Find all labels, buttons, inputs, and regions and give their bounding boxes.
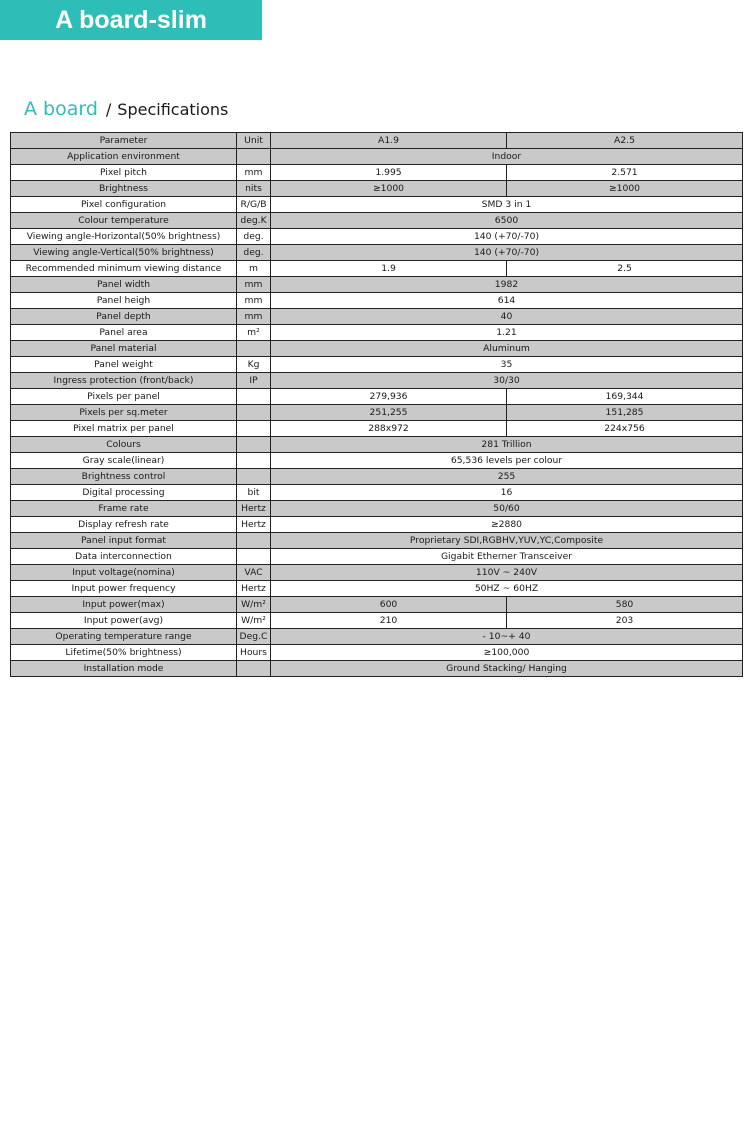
row-parameter: Brightness control xyxy=(11,469,237,485)
row-unit xyxy=(237,405,271,421)
row-value: 35 xyxy=(271,357,743,373)
table-row xyxy=(11,181,743,197)
row-parameter: Data interconnection xyxy=(11,549,237,565)
header-model-a1-9: A1.9 xyxy=(271,133,507,149)
row-value: Proprietary SDI,RGBHV,YUV,YC,Composite xyxy=(271,533,743,549)
row-value: Ground Stacking/ Hanging xyxy=(271,661,743,677)
row-parameter: Panel material xyxy=(11,341,237,357)
row-parameter: Frame rate xyxy=(11,501,237,517)
table-row xyxy=(11,421,743,437)
table-row xyxy=(11,373,743,389)
row-value: 110V ~ 240V xyxy=(271,565,743,581)
table-row xyxy=(11,517,743,533)
row-value: 50/60 xyxy=(271,501,743,517)
table-row xyxy=(11,325,743,341)
table-row xyxy=(11,581,743,597)
table-row xyxy=(11,197,743,213)
table-row xyxy=(11,565,743,581)
row-unit xyxy=(237,661,271,677)
row-unit: deg. xyxy=(237,229,271,245)
row-parameter: Pixel pitch xyxy=(11,165,237,181)
row-unit: IP xyxy=(237,373,271,389)
row-parameter: Pixels per panel xyxy=(11,389,237,405)
row-unit xyxy=(237,437,271,453)
table-row xyxy=(11,229,743,245)
table-row xyxy=(11,597,743,613)
row-parameter: Digital processing xyxy=(11,485,237,501)
row-value-a2-5: ≥1000 xyxy=(507,181,743,197)
row-unit: deg. xyxy=(237,245,271,261)
table-row xyxy=(11,661,743,677)
row-value: 65,536 levels per colour xyxy=(271,453,743,469)
row-value: Aluminum xyxy=(271,341,743,357)
table-row xyxy=(11,309,743,325)
row-value: 16 xyxy=(271,485,743,501)
table-row xyxy=(11,357,743,373)
row-value: 30/30 xyxy=(271,373,743,389)
row-value: - 10~+ 40 xyxy=(271,629,743,645)
row-value-a1-9: ≥1000 xyxy=(271,181,507,197)
table-row xyxy=(11,213,743,229)
row-parameter: Gray scale(linear) xyxy=(11,453,237,469)
row-unit xyxy=(237,149,271,165)
row-parameter: Ingress protection (front/back) xyxy=(11,373,237,389)
banner-title: A board-slim xyxy=(0,0,262,40)
row-unit: Kg xyxy=(237,357,271,373)
row-value-a2-5: 2.5 xyxy=(507,261,743,277)
row-unit: mm xyxy=(237,293,271,309)
table-row xyxy=(11,645,743,661)
row-value: 1.21 xyxy=(271,325,743,341)
row-parameter: Pixels per sq.meter xyxy=(11,405,237,421)
row-value: ≥2880 xyxy=(271,517,743,533)
row-parameter: Input power(max) xyxy=(11,597,237,613)
row-unit xyxy=(237,389,271,405)
row-value: 6500 xyxy=(271,213,743,229)
row-unit: W/m² xyxy=(237,613,271,629)
row-unit: m² xyxy=(237,325,271,341)
row-parameter: Pixel matrix per panel xyxy=(11,421,237,437)
row-parameter: Display refresh rate xyxy=(11,517,237,533)
row-parameter: Panel width xyxy=(11,277,237,293)
table-row xyxy=(11,453,743,469)
row-value-a2-5: 203 xyxy=(507,613,743,629)
row-unit: deg.K xyxy=(237,213,271,229)
table-row xyxy=(11,245,743,261)
row-value: 140 (+70/-70) xyxy=(271,245,743,261)
row-parameter: Application environment xyxy=(11,149,237,165)
row-parameter: Lifetime(50% brightness) xyxy=(11,645,237,661)
heading-separator: / xyxy=(105,100,112,119)
row-value: SMD 3 in 1 xyxy=(271,197,743,213)
row-value-a1-9: 1.9 xyxy=(271,261,507,277)
row-value-a1-9: 210 xyxy=(271,613,507,629)
row-unit: Hertz xyxy=(237,517,271,533)
row-value-a1-9: 251,255 xyxy=(271,405,507,421)
table-row xyxy=(11,549,743,565)
row-unit: Hertz xyxy=(237,501,271,517)
row-value: 50HZ ~ 60HZ xyxy=(271,581,743,597)
row-value-a2-5: 169,344 xyxy=(507,389,743,405)
row-value-a2-5: 580 xyxy=(507,597,743,613)
row-unit xyxy=(237,421,271,437)
row-unit: mm xyxy=(237,277,271,293)
row-value: 140 (+70/-70) xyxy=(271,229,743,245)
row-unit xyxy=(237,533,271,549)
row-parameter: Panel heigh xyxy=(11,293,237,309)
table-row xyxy=(11,533,743,549)
row-parameter: Panel input format xyxy=(11,533,237,549)
heading-accent: A board xyxy=(24,98,98,120)
row-unit: mm xyxy=(237,165,271,181)
table-row xyxy=(11,501,743,517)
row-value: Gigabit Etherner Transceiver xyxy=(271,549,743,565)
row-unit: nits xyxy=(237,181,271,197)
row-unit: mm xyxy=(237,309,271,325)
table-row xyxy=(11,261,743,277)
row-parameter: Input voltage(nomina) xyxy=(11,565,237,581)
row-parameter: Panel weight xyxy=(11,357,237,373)
row-value-a2-5: 2.571 xyxy=(507,165,743,181)
row-unit xyxy=(237,549,271,565)
table-row xyxy=(11,277,743,293)
row-value: 40 xyxy=(271,309,743,325)
row-value-a2-5: 224x756 xyxy=(507,421,743,437)
table-row xyxy=(11,629,743,645)
section-heading xyxy=(24,98,228,124)
table-row xyxy=(11,405,743,421)
row-value-a1-9: 600 xyxy=(271,597,507,613)
row-value-a1-9: 288x972 xyxy=(271,421,507,437)
table-row xyxy=(11,613,743,629)
row-parameter: Colour temperature xyxy=(11,213,237,229)
row-unit: Hours xyxy=(237,645,271,661)
specifications-table-body xyxy=(11,133,743,677)
row-parameter: Panel area xyxy=(11,325,237,341)
row-parameter: Input power frequency xyxy=(11,581,237,597)
row-unit: Hertz xyxy=(237,581,271,597)
row-parameter: Viewing angle-Vertical(50% brightness) xyxy=(11,245,237,261)
row-parameter: Viewing angle-Horizontal(50% brightness) xyxy=(11,229,237,245)
row-value-a1-9: 279,936 xyxy=(271,389,507,405)
row-parameter: Installation mode xyxy=(11,661,237,677)
row-parameter: Input power(avg) xyxy=(11,613,237,629)
header-model-a2-5: A2.5 xyxy=(507,133,743,149)
table-row xyxy=(11,469,743,485)
table-row xyxy=(11,341,743,357)
row-unit: VAC xyxy=(237,565,271,581)
row-unit: Deg.C xyxy=(237,629,271,645)
row-parameter: Operating temperature range xyxy=(11,629,237,645)
row-unit: R/G/B xyxy=(237,197,271,213)
row-unit xyxy=(237,469,271,485)
row-parameter: Recommended minimum viewing distance xyxy=(11,261,237,277)
table-row xyxy=(11,437,743,453)
row-value: 1982 xyxy=(271,277,743,293)
row-value-a1-9: 1.995 xyxy=(271,165,507,181)
table-row xyxy=(11,149,743,165)
header-parameter: Parameter xyxy=(11,133,237,149)
row-parameter: Brightness xyxy=(11,181,237,197)
table-row xyxy=(11,165,743,181)
row-value: 614 xyxy=(271,293,743,309)
row-unit: m xyxy=(237,261,271,277)
row-unit: W/m² xyxy=(237,597,271,613)
row-unit xyxy=(237,341,271,357)
header-unit: Unit xyxy=(237,133,271,149)
row-parameter: Colours xyxy=(11,437,237,453)
table-row xyxy=(11,485,743,501)
table-row xyxy=(11,293,743,309)
table-row xyxy=(11,389,743,405)
specifications-table xyxy=(10,132,743,677)
row-unit: bit xyxy=(237,485,271,501)
table-header-row xyxy=(11,133,743,149)
row-value: 255 xyxy=(271,469,743,485)
row-parameter: Panel depth xyxy=(11,309,237,325)
row-unit xyxy=(237,453,271,469)
row-value: Indoor xyxy=(271,149,743,165)
heading-subtitle: Specifications xyxy=(117,100,229,119)
row-value: ≥100,000 xyxy=(271,645,743,661)
row-value: 281 Trillion xyxy=(271,437,743,453)
row-value-a2-5: 151,285 xyxy=(507,405,743,421)
row-parameter: Pixel configuration xyxy=(11,197,237,213)
